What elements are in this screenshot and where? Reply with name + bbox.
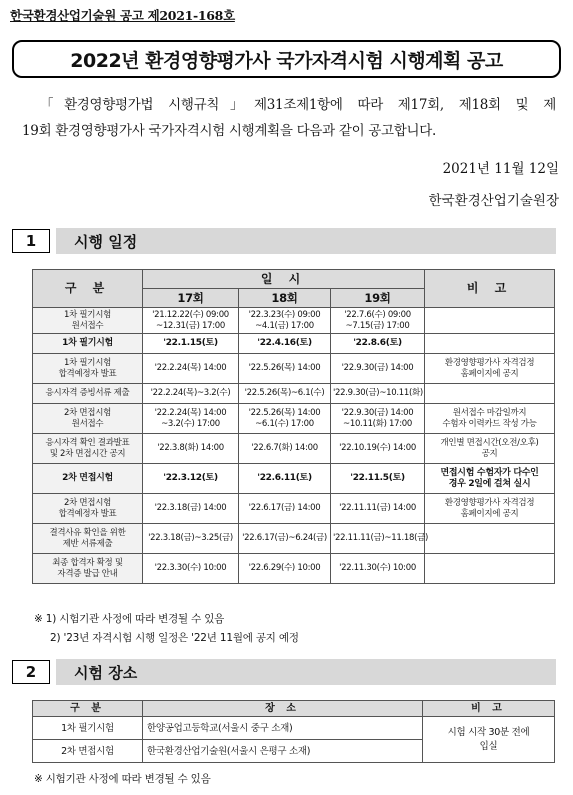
cell-round-18: '22.6.17(금)~6.24(금): [239, 524, 331, 554]
cell-round-19: '22.11.30(수) 10:00: [331, 554, 425, 584]
venue-header-gubun: 구 분: [33, 701, 143, 717]
cell-round-19: '22.8.6(토): [331, 334, 425, 354]
schedule-note-1: ※ 1) 시험기관 사정에 따라 변경될 수 있음: [34, 613, 225, 625]
cell-round-18: '22.3.23(수) 09:00 ~4.1(금) 17:00: [239, 308, 331, 334]
section-1-number: 1: [12, 229, 50, 253]
cell-note: 원서접수 마감일까지 수험자 이력카드 작성 가능: [425, 404, 555, 434]
cell-round-18: '22.5.26(목) 14:00 ~6.1(수) 17:00: [239, 404, 331, 434]
cell-round-18: '22.5.26(목)~6.1(수): [239, 384, 331, 404]
section-2-number: 2: [12, 660, 50, 684]
cell-round-18: '22.6.17(금) 14:00: [239, 494, 331, 524]
row-label: 1차 필기시험 원서접수: [33, 308, 143, 334]
cell-round-18: '22.6.11(토): [239, 464, 331, 494]
section-1-title: 시행 일정: [56, 228, 556, 254]
cell-round-17: '22.2.24(목) 14:00: [143, 354, 239, 384]
venue-place: 한국환경산업기술원(서울시 은평구 소재): [143, 740, 423, 763]
venue-label: 2차 면접시험: [33, 740, 143, 763]
table-row: [33, 334, 555, 354]
table-row: [33, 524, 555, 554]
cell-round-17: '22.3.30(수) 10:00: [143, 554, 239, 584]
header-round-17: 17회: [143, 289, 239, 308]
table-row: [33, 464, 555, 494]
schedule-note-2: 2) '23년 자격시험 시행 일정은 '22년 11월에 공지 예정: [50, 632, 299, 644]
cell-round-17: '22.2.24(목) 14:00 ~3.2(수) 17:00: [143, 404, 239, 434]
venue-note-bottom: ※ 시험기관 사정에 따라 변경될 수 있음: [34, 773, 211, 785]
venue-note: 시험 시작 30분 전에 입실: [423, 717, 555, 763]
intro-line-2: 19회 환경영향평가사 국가자격시험 시행계획을 다음과 같이 공고합니다.: [22, 123, 437, 139]
cell-round-19: '22.9.30(금)~10.11(화): [331, 384, 425, 404]
cell-note: [425, 524, 555, 554]
intro-line-1: 「환경영향평가법 시행규칙」제31조제1항에 따라 제17회, 제18회 및 제: [40, 97, 556, 113]
cell-round-18: '22.5.26(목) 14:00: [239, 354, 331, 384]
announcement-date: 2021년 11월 12일: [442, 161, 559, 177]
row-label: 결격사유 확인을 위한 제반 서류제출: [33, 524, 143, 554]
header-ilsi: 일 시: [143, 270, 425, 289]
table-row: [33, 494, 555, 524]
cell-round-18: '22.6.29(수) 10:00: [239, 554, 331, 584]
announcement-number: 한국환경산업기술원 공고 제2021-168호: [10, 8, 235, 23]
row-label: 최종 합격자 확정 및 자격증 발급 안내: [33, 554, 143, 584]
cell-note: [425, 308, 555, 334]
venue-header-place: 장 소: [143, 701, 423, 717]
page-title: 2022년 환경영향평가사 국가자격시험 시행계획 공고: [70, 49, 503, 72]
cell-round-17: '22.1.15(토): [143, 334, 239, 354]
cell-round-19: '22.11.11(금) 14:00: [331, 494, 425, 524]
row-label: 1차 필기시험: [33, 334, 143, 354]
cell-round-19: '22.11.11(금)~11.18(금): [331, 524, 425, 554]
row-label: 1차 필기시험 합격예정자 발표: [33, 354, 143, 384]
cell-note: 면접시험 수험자가 다수인 경우 2일에 걸쳐 실시: [425, 464, 555, 494]
venue-row: [33, 717, 555, 740]
cell-note: 환경영향평가사 자격검정 홈페이지에 공지: [425, 354, 555, 384]
schedule-table: [32, 269, 555, 584]
table-row: [33, 554, 555, 584]
cell-note: 개인별 면접시간(오전/오후) 공지: [425, 434, 555, 464]
cell-round-19: '22.10.19(수) 14:00: [331, 434, 425, 464]
title-box: [12, 40, 561, 78]
row-label: 2차 면접시험 원서접수: [33, 404, 143, 434]
venue-label: 1차 필기시험: [33, 717, 143, 740]
cell-round-17: '22.2.24(목)~3.2(수): [143, 384, 239, 404]
venue-header-bigo: 비 고: [423, 701, 555, 717]
section-2-title: 시험 장소: [56, 659, 556, 685]
cell-round-18: '22.4.16(토): [239, 334, 331, 354]
cell-note: [425, 334, 555, 354]
header-round-19: 19회: [331, 289, 425, 308]
row-label: 응시자격 확인 결과발표 및 2차 면접시간 공지: [33, 434, 143, 464]
cell-round-19: '22.9.30(금) 14:00 ~10.11(화) 17:00: [331, 404, 425, 434]
signer: 한국환경산업기술원장: [428, 193, 559, 209]
table-row: [33, 404, 555, 434]
cell-round-17: '21.12.22(수) 09:00 ~12.31(금) 17:00: [143, 308, 239, 334]
header-bigo: 비 고: [425, 270, 555, 308]
table-row: [33, 434, 555, 464]
cell-note: [425, 384, 555, 404]
table-row: [33, 308, 555, 334]
row-label: 2차 면접시험 합격예정자 발표: [33, 494, 143, 524]
cell-round-17: '22.3.12(토): [143, 464, 239, 494]
header-round-18: 18회: [239, 289, 331, 308]
cell-note: [425, 554, 555, 584]
table-row: [33, 384, 555, 404]
venue-place: 한양공업고등학교(서울시 중구 소재): [143, 717, 423, 740]
cell-round-17: '22.3.18(금) 14:00: [143, 494, 239, 524]
header-gubun: 구 분: [33, 270, 143, 308]
row-label: 응시자격 증빙서류 제출: [33, 384, 143, 404]
table-row: [33, 354, 555, 384]
intro-paragraph: [22, 92, 556, 144]
cell-round-19: '22.11.5(토): [331, 464, 425, 494]
cell-round-19: '22.9.30(금) 14:00: [331, 354, 425, 384]
cell-round-18: '22.6.7(화) 14:00: [239, 434, 331, 464]
cell-round-19: '22.7.6(수) 09:00 ~7.15(금) 17:00: [331, 308, 425, 334]
cell-round-17: '22.3.18(금)~3.25(금): [143, 524, 239, 554]
cell-note: 환경영향평가사 자격검정 홈페이지에 공지: [425, 494, 555, 524]
venue-table: [32, 700, 555, 763]
cell-round-17: '22.3.8(화) 14:00: [143, 434, 239, 464]
row-label: 2차 면접시험: [33, 464, 143, 494]
